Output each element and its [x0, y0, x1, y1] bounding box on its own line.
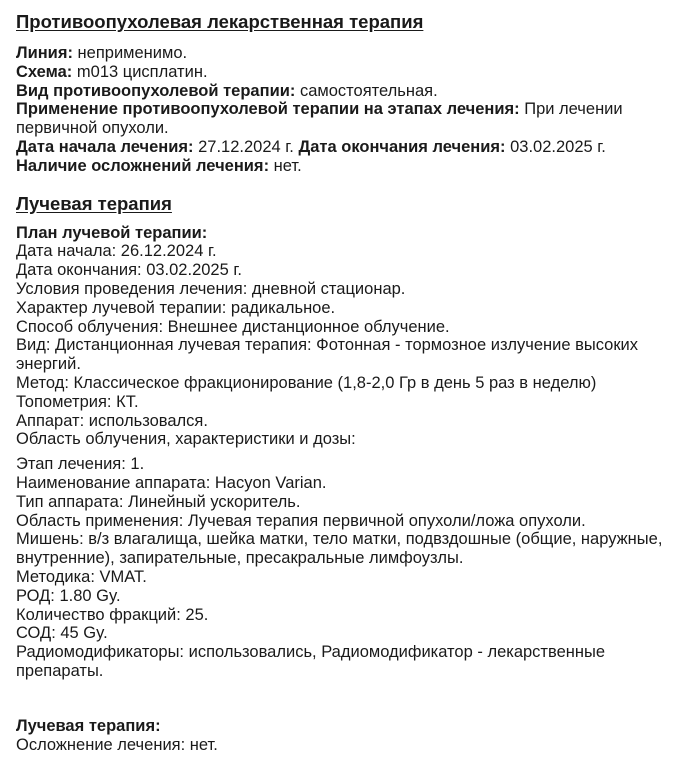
- plan-line: Дата начала: 26.12.2024 г.: [16, 242, 217, 261]
- chemotherapy-title: Противоопухолевая лекарственная терапия: [16, 11, 424, 32]
- radiation-stage-list: [16, 455, 677, 681]
- chemo-complications-label: Наличие осложнений лечения:: [16, 156, 270, 175]
- chemo-complications-value: нет.: [273, 156, 302, 175]
- chemo-end-label: Дата окончания лечения:: [298, 137, 506, 156]
- chemo-line-value: неприменимо.: [77, 44, 188, 62]
- chemo-start-value: 27.12.2024 г.: [198, 137, 294, 156]
- chemo-scheme-label: Схема:: [16, 62, 73, 81]
- plan-line: Условия проведения лечения: дневной стационар.: [16, 279, 406, 298]
- chemo-dates-row: [16, 138, 677, 157]
- radiation-plan-heading: [16, 224, 677, 243]
- stage-line: Количество фракций: 25.: [16, 605, 209, 624]
- radiation-summary-heading-text: Лучевая терапия:: [16, 716, 161, 735]
- plan-line: Метод: Классическое фракционирование (1,8-2,0 Гр в день 5 раз в неделю): [16, 373, 597, 392]
- radiation-title: Лучевая терапия: [16, 192, 172, 214]
- stage-line: РОД: 1.80 Gy.: [16, 586, 121, 605]
- radiation-section: [16, 193, 677, 755]
- chemo-end-value: 03.02.2025 г.: [510, 137, 606, 156]
- chemo-scheme-value: m013 цисплатин.: [76, 62, 208, 81]
- chemo-line-label: Линия:: [16, 44, 73, 62]
- chemo-complications-row: [16, 157, 677, 176]
- stage-line: СОД: 45 Gy.: [16, 624, 108, 643]
- plan-line: Дата окончания: 03.02.2025 г.: [16, 261, 242, 280]
- chemo-scheme-row: [16, 63, 677, 82]
- plan-line: Характер лучевой терапии: радикальное.: [16, 298, 336, 317]
- radiation-summary-heading: [16, 717, 677, 736]
- medical-report: [16, 11, 677, 754]
- plan-line: Вид: Дистанционная лучевая терапия: Фотонная - тормозное излучение высоких энергий.: [16, 336, 639, 374]
- radiation-plan-list: [16, 242, 677, 449]
- stage-line: Область применения: Лучевая терапия первичной опухоли/ложа опухоли.: [16, 511, 586, 530]
- stage-line: Радиомодификаторы: использовались, Радиомодификатор - лекарственные препараты.: [16, 643, 606, 680]
- chemotherapy-section: [16, 11, 677, 176]
- stage-line: Этап лечения: 1.: [16, 455, 145, 474]
- chemo-line-row: [16, 44, 677, 63]
- stage-line: Наименование аппарата: Hacyon Varian.: [16, 473, 327, 492]
- chemo-start-label: Дата начала лечения:: [16, 137, 194, 156]
- chemo-type-value: самостоятельная.: [299, 81, 438, 100]
- stage-line: Мишень: в/з влагалища, шейка матки, тело матки, подвздошные (общие, наружные, внутренние), запирательные, пресакральные лимфоузлы.: [16, 530, 663, 568]
- chemo-type-label: Вид противоопухолевой терапии:: [16, 81, 296, 100]
- radiation-summary-complication: Осложнение лечения: нет.: [16, 735, 218, 754]
- chemo-usage-label: Применение противоопухолевой терапии на этапах лечения:: [16, 100, 520, 119]
- plan-line: Область облучения, характеристики и дозы:: [16, 430, 356, 449]
- chemo-usage-row: [16, 100, 677, 138]
- plan-line: Топометрия: КТ.: [16, 392, 139, 411]
- spacer: [16, 681, 677, 717]
- stage-line: Тип аппарата: Линейный ускоритель.: [16, 492, 301, 511]
- chemo-type-row: [16, 82, 677, 101]
- plan-line: Способ облучения: Внешнее дистанционное облучение.: [16, 317, 450, 336]
- plan-line: Аппарат: использовался.: [16, 411, 208, 430]
- chemo-usage-value: При лечении первичной опухоли.: [16, 100, 623, 138]
- radiation-plan-heading-text: План лучевой терапии:: [16, 223, 208, 242]
- stage-line: Методика: VMAT.: [16, 567, 147, 586]
